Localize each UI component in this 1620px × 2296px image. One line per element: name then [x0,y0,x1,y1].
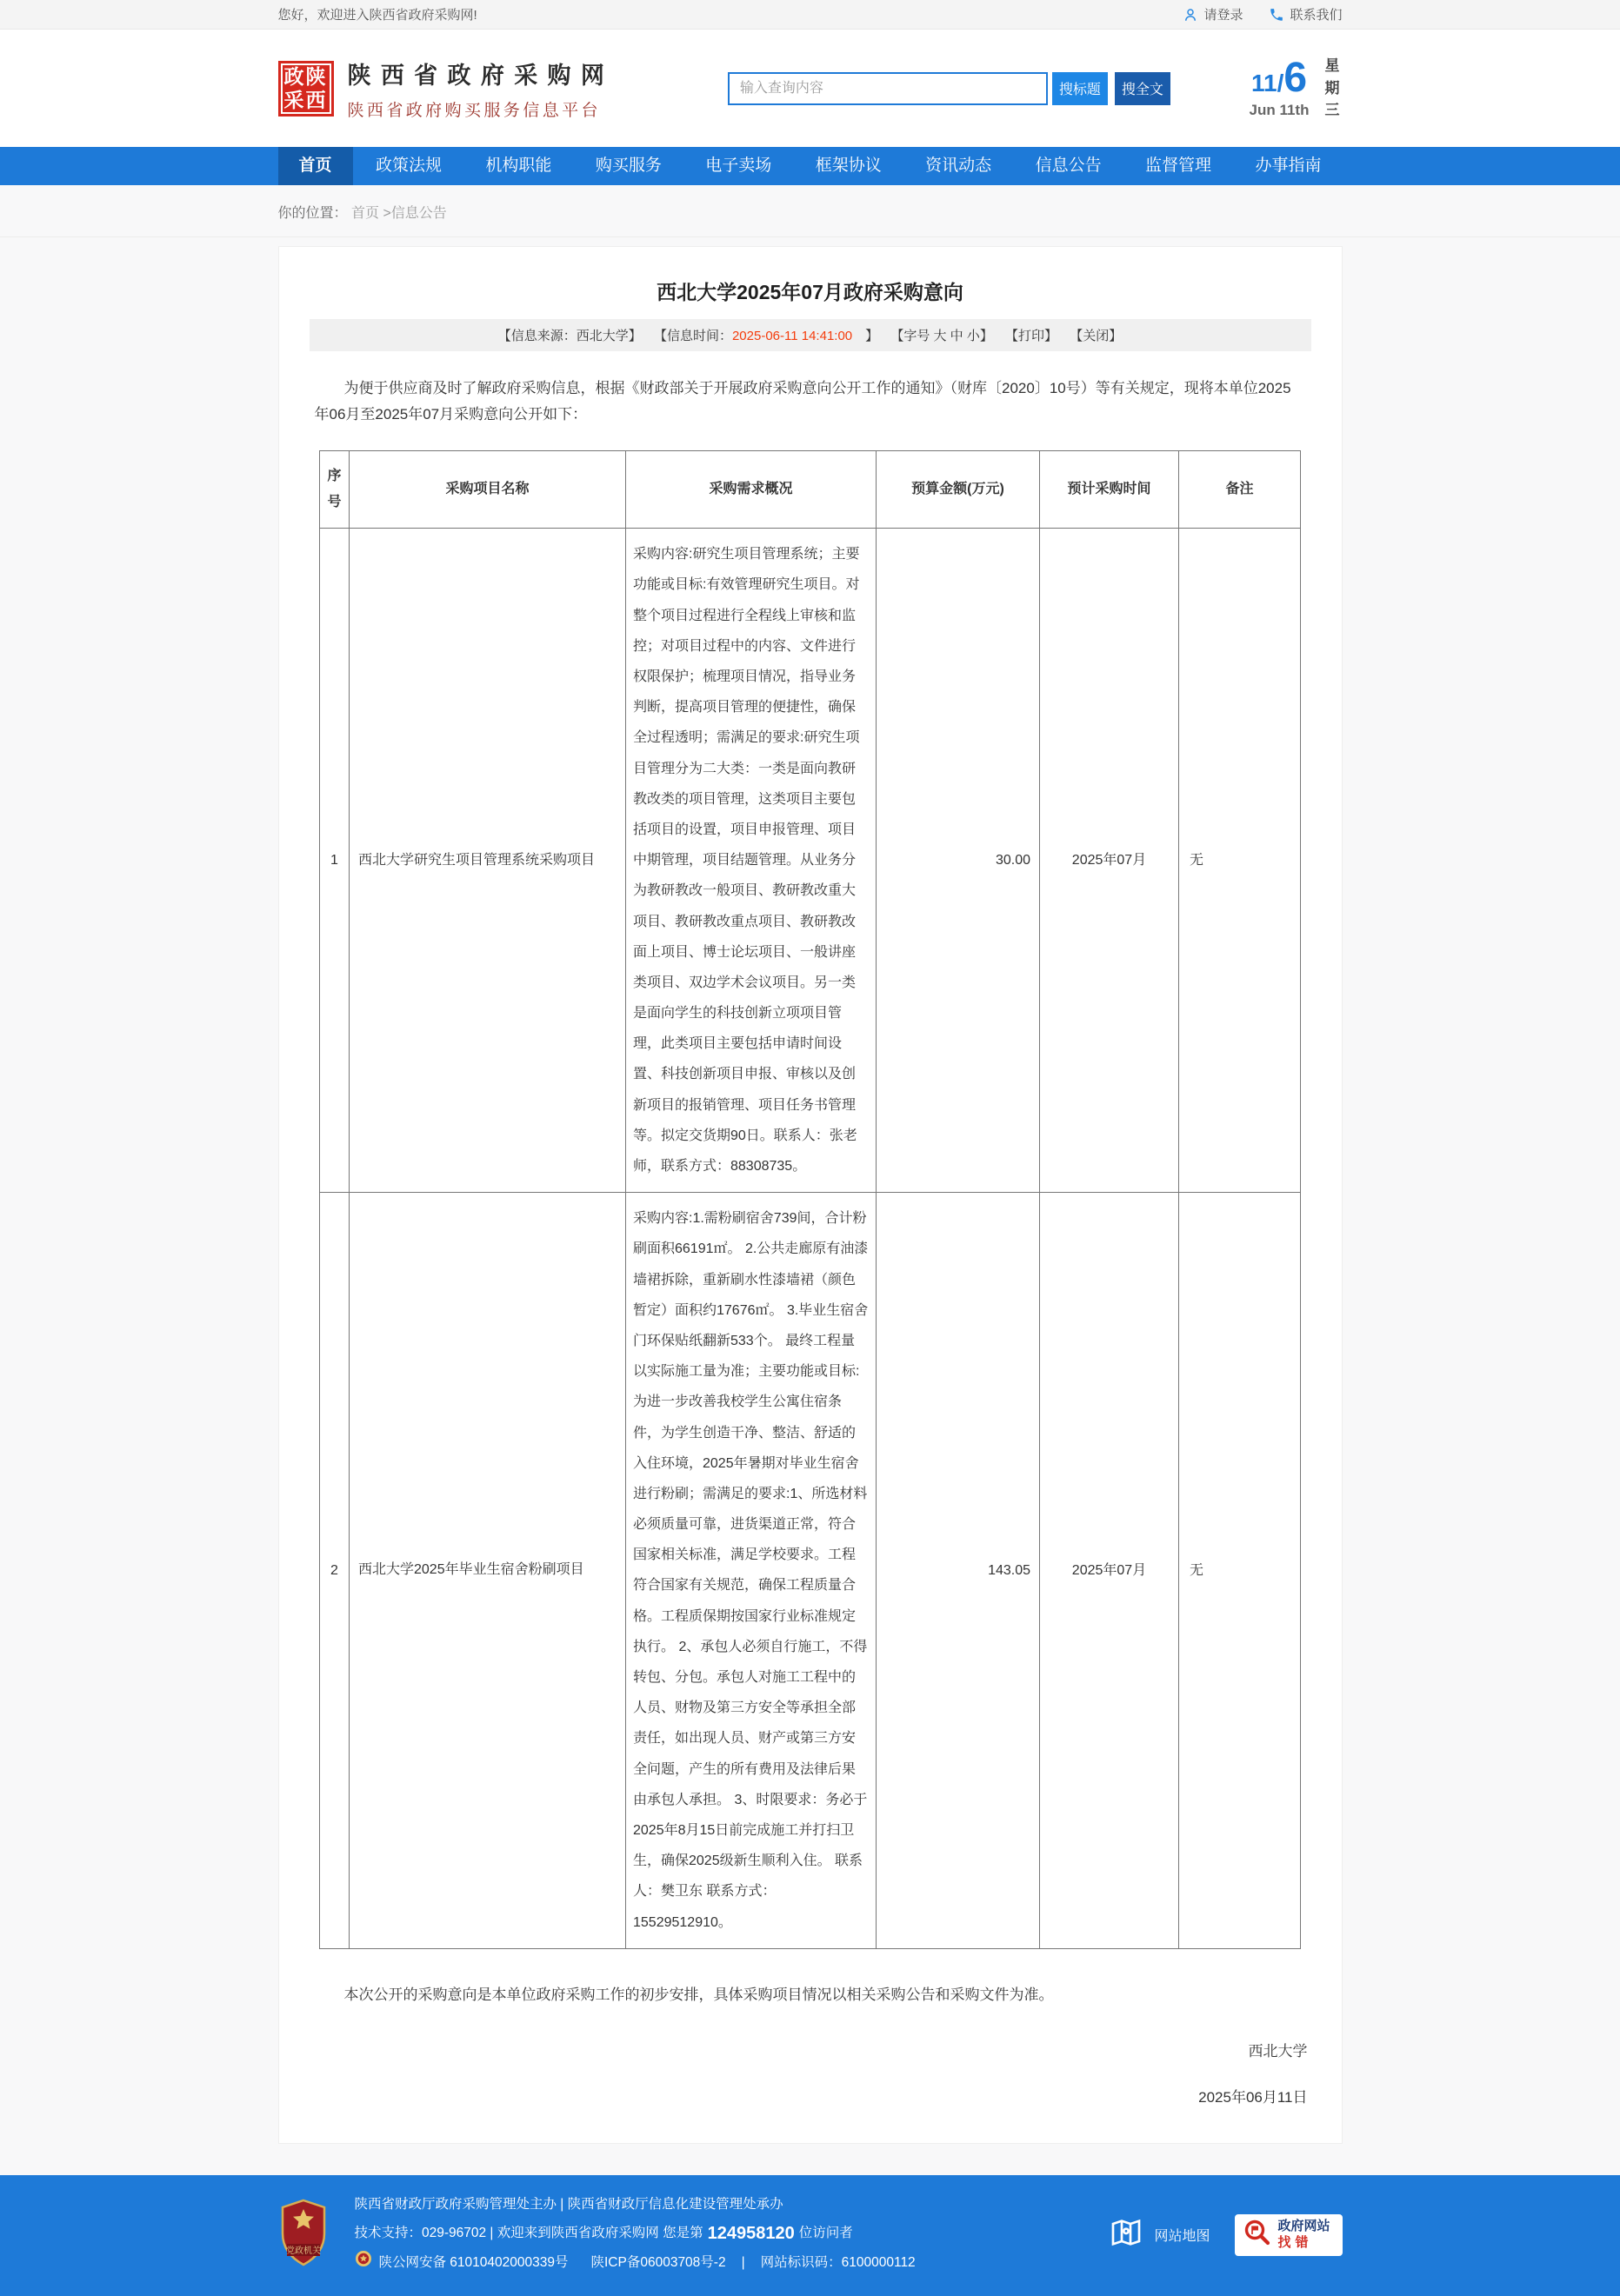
main-nav [0,147,1620,185]
login-link[interactable] [1183,5,1243,23]
footer-line-organizer: 陕西省财政厅政府采购管理处主办 | 陕西省财政厅信息化建设管理处承办 [354,2197,783,2213]
row1-budget: 30.00 [877,529,1040,1193]
site-title: 陕西省政府采购网 [347,62,615,89]
user-icon [1183,7,1198,23]
sitemap-link[interactable] [1109,2215,1210,2254]
breadcrumb-home-link[interactable]: 首页 [350,206,379,221]
search-input[interactable] [728,72,1048,105]
article-card [278,246,1343,2144]
meta-print-button[interactable]: 【打印】 [1005,329,1058,343]
table-header-row [320,450,1301,529]
logo-text-bottom: 采西 [283,88,328,111]
nav-item-guide[interactable]: 办事指南 [1255,156,1322,175]
nav-item-home[interactable]: 首页 [278,147,353,185]
nav-item-announcements[interactable]: 信息公告 [1035,156,1102,175]
site-header [0,30,1620,147]
date-slash: / [1277,70,1284,96]
welcome-text: 您好，欢迎进入陕西省政府采购网! [277,8,477,23]
site-code: 网站标识码：6100000112 [760,2255,916,2271]
col-header-budget: 预算金额(万元) [877,450,1040,529]
meta-time-suffix: 】 [852,329,879,343]
site-logo-seal [281,63,331,114]
row2-expected-time: 2025年07月 [1040,1193,1179,1949]
contact-label: 联系我们 [1290,8,1343,23]
gongan-registration[interactable]: 陕公网安备 61010402000339号 [378,2255,569,2271]
col-header-demand-overview: 采购需求概况 [626,450,877,529]
brand-text [348,57,615,121]
meta-fontsize-controls[interactable]: 【字号 大 中 小】 [890,329,993,343]
footer-line-registration [355,2250,1110,2277]
row1-note: 无 [1179,529,1301,1193]
footer-line-support [355,2218,1110,2250]
breadcrumb-current-link[interactable]: 信息公告 [390,206,447,221]
contact-link[interactable] [1269,5,1342,23]
row2-note: 无 [1179,1193,1301,1949]
meta-time-value: 2025-06-11 14:41:00 [731,329,853,343]
col-header-expected-time: 预计采购时间 [1040,450,1179,529]
party-government-emblem [278,2199,329,2271]
map-icon [1109,2215,1143,2254]
breadcrumb [278,185,1343,236]
table-row [320,1193,1301,1949]
procurement-intent-table [319,450,1301,1949]
date-month: 6 [1283,55,1308,101]
signature-date: 2025年06月11日 [1198,2089,1308,2106]
meta-source: 【信息来源：西北大学】 [497,329,642,343]
topbar [0,0,1620,30]
row2-demand-overview: 采购内容:1.需粉刷宿舍739间，合计粉刷面积66191㎡。 2.公共走廊原有油漆墙裙拆除，重新刷水性漆墙裙（颜色暂定）面积约17676㎡。 3.毕业生宿舍门环保贴纸翻新533个。 最终工程量以实际施工量为准；主要功能或目标:为进一步改善我校学生公寓住宿条件，为学生创造干净、整洁、舒适的入住环境，2025年暑期对毕业生宿舍进行粉刷；需满足的要求:1、所选材料必须质量可靠，进货渠道正常，符合国家相关标准，满足学校要求。工程符合国家有关规范，确保工程质量合格。工程质保期按国家行业标准规定执行。 2、承包人必须自行施工，不得转包、分包。承包人对施工工程中的人员、财物及第三方安全等承担全部责任，如出现人员、财产或第三方安全问题，产生的所有费用及法律后果由承包人承担。 3、时限要求：务必于2025年8月15日前完成施工并打扫卫生，确保2025级新生顺利入住。 联系人：樊卫东 联系方式：15529512910。 [626,1193,877,1949]
site-logo[interactable] [278,61,334,116]
page-body [0,185,1620,2175]
row1-expected-time: 2025年07月 [1040,529,1179,1193]
meta-time-prefix: 【信息时间： [653,329,732,343]
error-badge-line2: 找错 [1277,2234,1313,2250]
footer-visitor-suffix: 位访问者 [798,2226,853,2241]
closing-paragraph: 本次公开的采购意向是本单位政府采购工作的初步安排，具体采购项目情况以相关采购公告和采购文件为准。 [343,1986,1054,2003]
gov-site-error-report-badge[interactable] [1235,2214,1343,2256]
logo-text-top: 政陕 [283,65,328,89]
col-header-note: 备注 [1179,450,1301,529]
nav-item-functions[interactable]: 机构职能 [485,156,552,175]
page-title: 西北大学2025年07月政府采购意向 [657,281,963,303]
police-badge-icon [355,2250,372,2277]
date-numbers [1250,57,1310,119]
phone-icon [1269,7,1284,23]
breadcrumb-strip [0,185,1620,237]
nav-item-policies[interactable]: 政策法规 [375,156,442,175]
login-label: 请登录 [1203,8,1243,23]
sitemap-label: 网站地图 [1154,2229,1210,2245]
nav-item-news[interactable]: 资讯动态 [925,156,992,175]
error-report-badge-text [1278,2219,1330,2252]
table-row [320,529,1301,1193]
row2-project-name: 西北大学2025年毕业生宿舍粉刷项目 [350,1193,626,1949]
footer-right [1109,2214,1342,2256]
nav-item-emarket[interactable]: 电子卖场 [705,156,772,175]
date-english: Jun 11th [1249,102,1310,118]
article-meta-bar [310,319,1311,351]
search-fulltext-button[interactable]: 搜全文 [1115,72,1170,105]
row2-index: 2 [320,1193,350,1949]
col-header-index: 序号 [320,450,350,529]
error-badge-line1: 政府网站 [1277,2218,1330,2233]
brand [278,57,615,121]
visitor-count: 124958120 [707,2224,795,2244]
error-report-magnifier-icon [1243,2218,1272,2252]
search-bar [728,72,1170,105]
signature: 西北大学 [1248,2043,1308,2060]
nav-item-purchase-services[interactable]: 购买服务 [595,156,662,175]
icp-registration[interactable]: 陕ICP备06003708号-2 [590,2255,726,2271]
intro-paragraph: 为便于供应商及时了解政府采购信息，根据《财政部关于开展政府采购意向公开工作的通知》（财库〔2020〕10号）等有关规定，现将本单位2025年06月至2025年07月采购意向公开如下： [314,380,1291,423]
site-footer [0,2175,1620,2295]
row1-index: 1 [320,529,350,1193]
meta-time [654,329,878,343]
footer-text [355,2193,1110,2276]
row1-demand-overview: 采购内容:研究生项目管理系统；主要功能或目标:有效管理研究生项目。对整个项目过程进行全程线上审核和监控；对项目过程中的内容、文件进行权限保护；梳理项目情况，指导业务判断，提高项目管理的便捷性，确保全过程透明；需满足的要求:研究生项目管理分为二大类：一类是面向教研教改类的项目管理，这类项目主要包括项目的设置，项目申报管理、项目中期管理，项目结题管理。从业务分为教研教改一般项目、教研教改重大项目、教研教改重点项目、教研教改面上项目、博士论坛项目、一般讲座类项目、双边学术会议项目。另一类是面向学生的科技创新立项项目管理，此类项目主要包括申请时间设置、科技创新项目申报、审核以及创新项目的报销管理、项目任务书管理等。拟定交货期90日。联系人：张老师，联系方式：88308735。 [626,529,877,1193]
date-widget [1250,55,1343,122]
topbar-links [1157,5,1342,23]
footer-support-text: 技术支持：029-96702 | 欢迎来到陕西省政府采购网 您是第 [354,2226,703,2241]
col-header-project-name: 采购项目名称 [350,450,626,529]
nav-item-supervision[interactable]: 监督管理 [1145,156,1212,175]
row2-budget: 143.05 [877,1193,1040,1949]
search-title-button[interactable]: 搜标题 [1052,72,1108,105]
footer-separator: | [741,2255,745,2271]
row1-project-name: 西北大学研究生项目管理系统采购项目 [350,529,626,1193]
site-subtitle: 陕西省政府购买服务信息平台 [347,101,601,120]
meta-close-button[interactable]: 【关闭】 [1070,329,1123,343]
nav-item-framework[interactable]: 框架协议 [815,156,882,175]
breadcrumb-separator: > [383,206,391,221]
date-weekday: 星期三 [1324,57,1340,119]
date-day: 11 [1250,70,1277,96]
breadcrumb-prefix: 你的位置： [277,206,348,221]
emblem-label: 党政机关 [285,2246,321,2257]
